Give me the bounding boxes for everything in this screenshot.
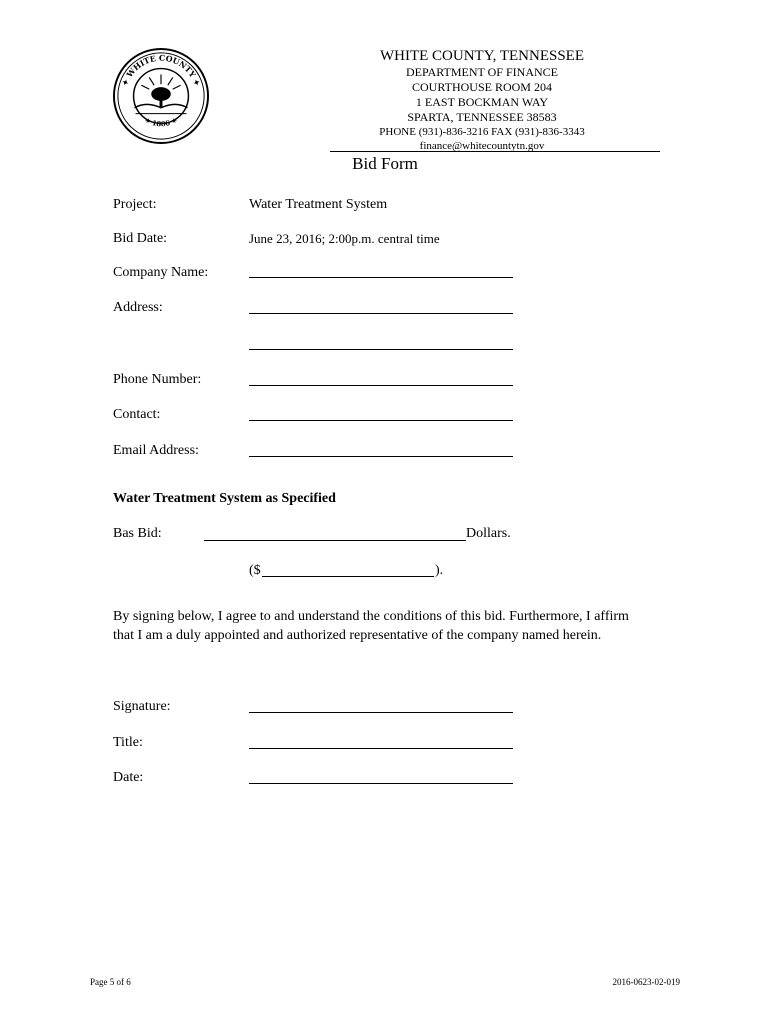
address-label: Address: <box>113 300 163 315</box>
page-number: Page 5 of 6 <box>90 977 131 987</box>
address-field-line-1[interactable] <box>249 313 513 314</box>
bid-date-value: June 23, 2016; 2:00p.m. central time <box>249 231 440 246</box>
amount-open-paren: ($ <box>249 563 261 578</box>
signature-field[interactable] <box>249 712 513 713</box>
form-title: Bid Form <box>352 154 418 173</box>
bid-date-label: Bid Date: <box>113 231 168 246</box>
dollars-suffix: Dollars. <box>466 526 511 541</box>
bas-bid-label: Bas Bid: <box>113 526 162 541</box>
agreement-paragraph: By signing below, I agree to and understand the conditions of this bid. Furthermore, I affirm that I am a duly appointed and authorized representative of the company named herein. <box>113 609 629 643</box>
room-line: COURTHOUSE ROOM 204 <box>412 80 552 94</box>
amount-close-paren: ). <box>435 563 444 578</box>
section-title: Water Treatment System as Specified <box>113 491 336 506</box>
svg-text:✦ WHITE COUNTY ✦: ✦ WHITE COUNTY ✦ <box>120 53 202 88</box>
header-divider <box>330 151 660 152</box>
bas-bid-amount-field[interactable] <box>262 576 434 577</box>
county-name: WHITE COUNTY, TENNESSEE <box>379 48 585 64</box>
county-seal-logo <box>112 47 210 145</box>
contact-label: Contact: <box>113 407 161 422</box>
phone-number-label: Phone Number: <box>113 372 202 387</box>
document-id: 2016-0623-02-019 <box>612 977 680 987</box>
title-label: Title: <box>113 735 143 750</box>
date-label: Date: <box>113 770 144 785</box>
company-name-field[interactable] <box>249 277 513 278</box>
email-line: finance@whitecountytn.gov <box>419 140 545 152</box>
address-field-line-2[interactable] <box>249 349 513 350</box>
street-line: 1 EAST BOCKMAN WAY <box>415 95 549 109</box>
signature-label: Signature: <box>113 699 171 714</box>
department-name: DEPARTMENT OF FINANCE <box>406 65 558 79</box>
email-address-label: Email Address: <box>113 443 199 458</box>
svg-text:✶ 1806 ✶: ✶ 1806 ✶ <box>143 116 179 129</box>
title-field[interactable] <box>249 748 513 749</box>
email-address-field[interactable] <box>249 456 513 457</box>
company-name-label: Company Name: <box>113 265 209 280</box>
project-value: Water Treatment System <box>249 197 388 212</box>
project-label: Project: <box>113 197 157 212</box>
contact-field[interactable] <box>249 420 513 421</box>
phone-fax-line: PHONE (931)-836-3216 FAX (931)-836-3343 <box>379 126 585 138</box>
city-line: SPARTA, TENNESSEE 38583 <box>407 110 557 124</box>
letterhead <box>322 47 642 153</box>
date-field[interactable] <box>249 783 513 784</box>
bas-bid-words-field[interactable] <box>204 540 466 541</box>
phone-number-field[interactable] <box>249 385 513 386</box>
